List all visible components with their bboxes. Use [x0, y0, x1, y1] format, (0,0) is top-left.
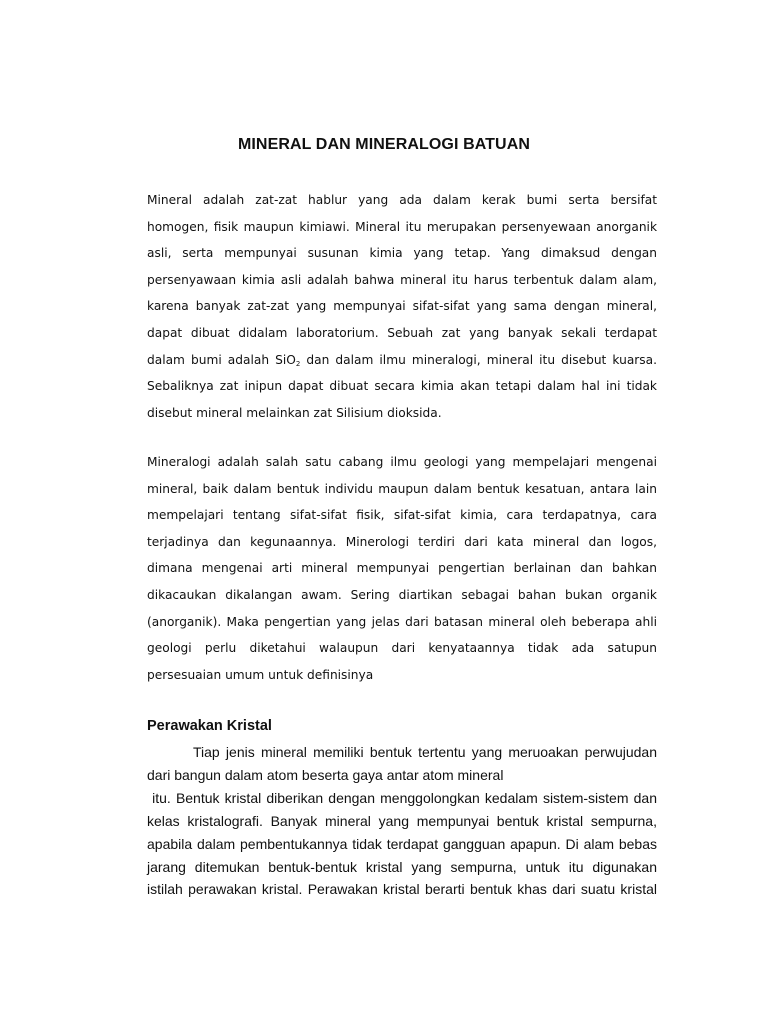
paragraph-line: asli, serta mempunyai susunan kimia yang tetap. Yang dimaksud dengan	[147, 246, 657, 261]
paragraph-line: (anorganik). Maka pengertian yang jelas dari batasan mineral oleh beberapa ahli	[147, 614, 657, 629]
section-line: istilah perawakan kristal. Perawakan kristal berarti bentuk khas dari suatu kristal	[147, 881, 657, 898]
section-line: itu. Bentuk kristal diberikan dengan menggolongkan kedalam sistem-sistem dan	[147, 789, 657, 806]
paragraph-mineralogy-definition	[147, 449, 657, 688]
paragraph-line: mineral, baik dalam bentuk individu maupun dalam bentuk kesatuan, antara lain	[147, 481, 657, 496]
formula-text: dalam bumi adalah SiO	[147, 352, 296, 367]
paragraph-line: dapat dibuat didalam laboratorium. Sebuah zat yang banyak sekali terdapat	[147, 325, 657, 340]
section-body	[147, 741, 657, 901]
paragraph-line: homogen, fisik maupun kimiawi. Mineral itu merupakan persenyewaan anorganik	[147, 219, 657, 234]
paragraph-line: persesuaian umum untuk definisinya	[147, 667, 374, 682]
paragraph-line: dikacaukan dikalangan awam. Sering diartikan sebagai bahan bukan organik	[147, 587, 657, 602]
paragraph-line: dimana mengenai arti mineral mempunyai pengertian berlainan dan bahkan	[147, 561, 657, 576]
page-title: MINERAL DAN MINERALOGI BATUAN	[237, 136, 531, 153]
paragraph-line: mempelajari tentang sifat-sifat fisik, sifat-sifat kimia, cara terdapatnya, cara	[147, 508, 657, 523]
paragraph-line: Sebaliknya zat inipun dapat dibuat secara kimia akan tetapi dalam hal ini tidak	[147, 379, 657, 394]
section-line: dari bangun dalam atom beserta gaya antar atom mineral	[147, 766, 504, 783]
section-heading: Perawakan Kristal	[147, 718, 272, 734]
section-line: kelas kristalografi. Banyak mineral yang mempunyai bentuk kristal sempurna,	[147, 812, 657, 829]
section-line: jarang ditemukan bentuk-bentuk kristal yang sempurna, untuk itu digunakan	[147, 858, 657, 875]
paragraph-line: Mineralogi adalah salah satu cabang ilmu geologi yang mempelajari mengenai	[147, 455, 657, 469]
formula-line-rest: dan dalam ilmu mineralogi, mineral itu disebut kuarsa.	[300, 352, 657, 367]
paragraph-mineral-definition	[147, 187, 657, 426]
paragraph-line-with-formula	[147, 347, 657, 374]
paragraph-line: disebut mineral melainkan zat Silisium dioksida.	[147, 405, 442, 420]
paragraph-line: karena banyak zat-zat yang mempunyai sifat-sifat yang sama dengan mineral,	[147, 299, 657, 314]
paragraph-line: persenyawaan kimia asli adalah bahwa mineral itu harus terbentuk dalam alam,	[147, 272, 657, 287]
section-line: Tiap jenis mineral memiliki bentuk tertentu yang meruoakan perwujudan	[193, 744, 657, 760]
paragraph-line: geologi perlu diketahui walaupun dari kenyataannya tidak ada satupun	[147, 641, 657, 656]
paragraph-line: terjadinya dan kegunaannya. Minerologi terdiri dari kata mineral dan logos,	[147, 534, 657, 549]
formula-subscript: 2	[295, 359, 301, 368]
paragraph-line: Mineral adalah zat-zat hablur yang ada dalam kerak bumi serta bersifat	[147, 193, 657, 207]
section-line: apabila dalam pembentukannya tidak terdapat gangguan apapun. Di alam bebas	[147, 835, 657, 852]
